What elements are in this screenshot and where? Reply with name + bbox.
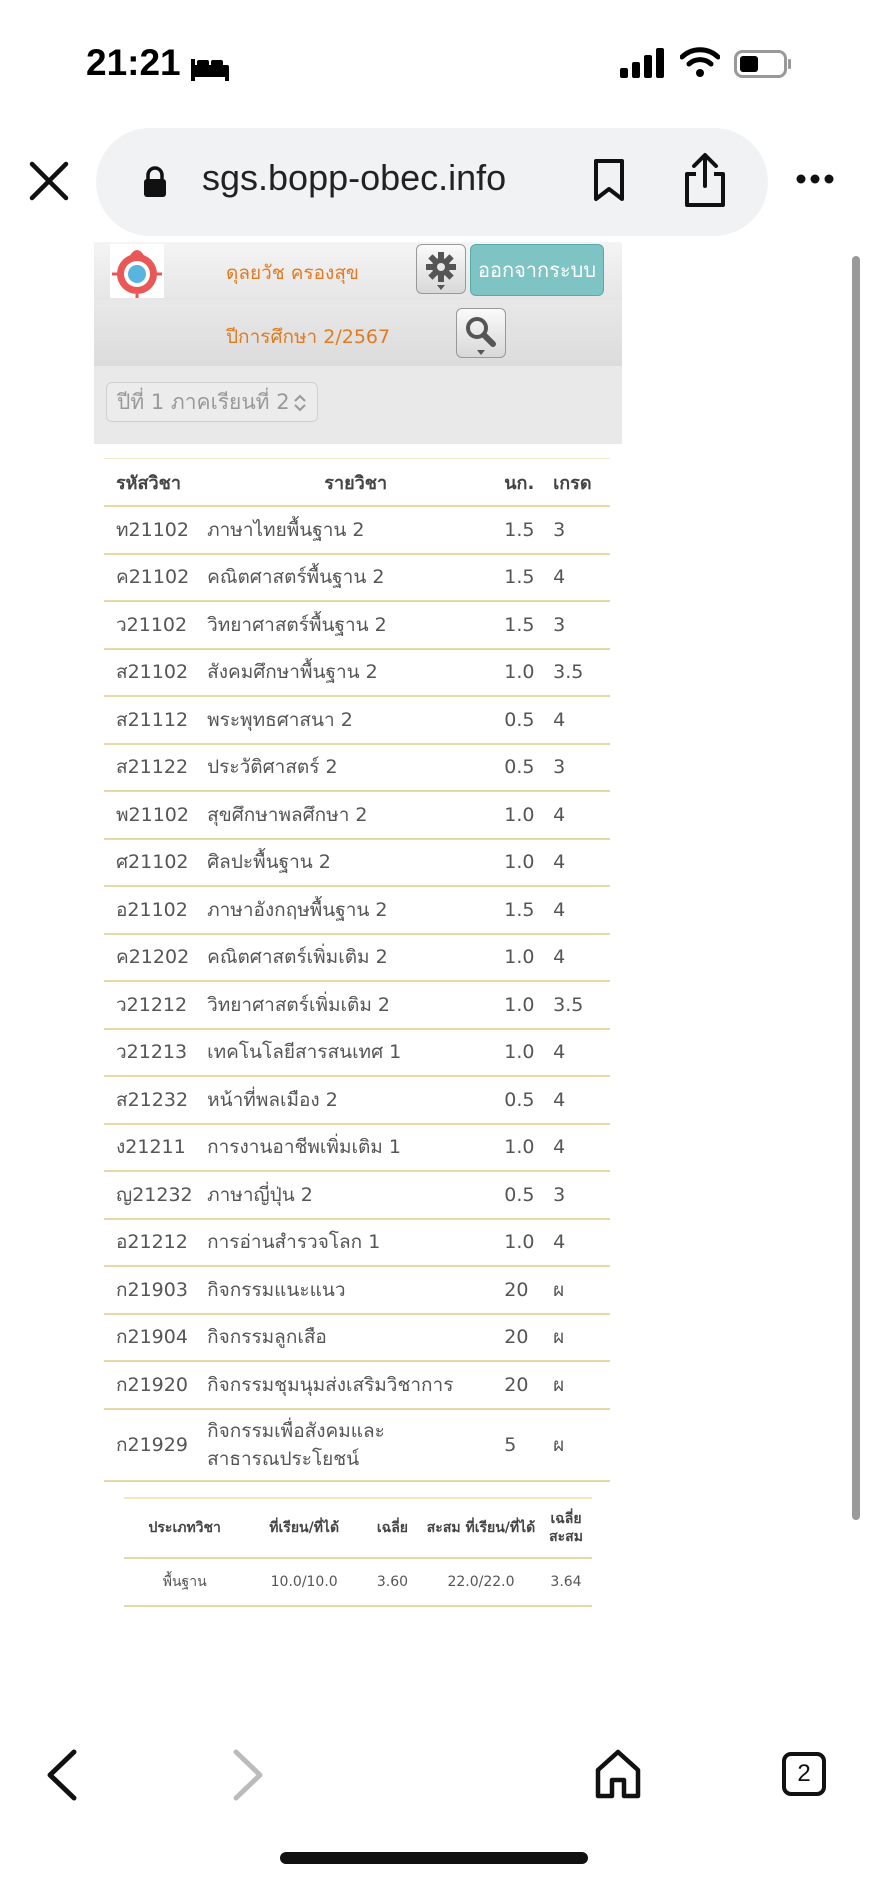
header-code: รหัสวิชา	[104, 459, 207, 507]
row-grade: 4	[553, 1029, 610, 1077]
row-name: การงานอาชีพเพิ่มเติม 1	[207, 1124, 504, 1172]
row-credit: 1.5	[504, 554, 553, 602]
row-name: ภาษาญี่ปุ่น 2	[207, 1171, 504, 1219]
table-row	[104, 1361, 610, 1409]
wifi-icon	[680, 46, 720, 78]
row-grade: 4	[553, 1219, 610, 1267]
row-credit: 1.5	[504, 886, 553, 934]
row-code: ว21102	[104, 601, 207, 649]
back-icon[interactable]	[44, 1748, 80, 1802]
summary-header-cumulative-average: เฉลี่ยสะสม	[540, 1498, 592, 1558]
row-code: ส21232	[104, 1076, 207, 1124]
row-credit: 1.0	[504, 934, 553, 982]
bookmark-icon[interactable]	[592, 158, 626, 202]
row-credit: 1.0	[504, 791, 553, 839]
row-name: กิจกรรมชุมนุมส่งเสริมวิชาการ	[207, 1361, 504, 1409]
home-icon[interactable]	[594, 1748, 642, 1800]
url-text[interactable]: sgs.bopp-obec.info	[202, 157, 507, 198]
table-row	[104, 1219, 610, 1267]
summary-cumulative-average: 3.64	[540, 1558, 592, 1606]
academic-year: ปีการศึกษา 2/2567	[226, 326, 391, 348]
summary-header-cumulative: สะสม ที่เรียน/ที่ได้	[422, 1498, 540, 1558]
logout-button[interactable]: ออกจากระบบ	[470, 244, 604, 296]
summary-type: พื้นฐาน	[124, 1558, 245, 1606]
summary-header-studied: ที่เรียน/ที่ได้	[245, 1498, 362, 1558]
row-grade: 3	[553, 601, 610, 649]
row-grade: 3	[553, 506, 610, 554]
row-grade: 4	[553, 696, 610, 744]
table-row	[104, 1076, 610, 1124]
row-grade: ผ	[553, 1314, 610, 1362]
row-credit: 1.0	[504, 1029, 553, 1077]
summary-cumulative: 22.0/22.0	[422, 1558, 540, 1606]
row-code: ค21102	[104, 554, 207, 602]
row-credit: 0.5	[504, 744, 553, 792]
gear-icon	[417, 245, 465, 293]
table-row	[104, 1124, 610, 1172]
row-code: พ21102	[104, 791, 207, 839]
row-grade: 3.5	[553, 649, 610, 697]
table-row	[104, 1171, 610, 1219]
row-grade: 4	[553, 934, 610, 982]
row-credit: 1.5	[504, 601, 553, 649]
row-name: พระพุทธศาสนา 2	[207, 696, 504, 744]
summary-header-average: เฉลี่ย	[363, 1498, 422, 1558]
scrollbar[interactable]	[852, 256, 860, 1520]
row-name: สุขศึกษาพลศึกษา 2	[207, 791, 504, 839]
row-name: การอ่านสำรวจโลก 1	[207, 1219, 504, 1267]
page-header	[94, 242, 622, 444]
row-code: อ21102	[104, 886, 207, 934]
table-row	[104, 791, 610, 839]
user-name: ดุลยวัช ครองสุข	[226, 262, 359, 284]
row-name: กิจกรรมลูกเสือ	[207, 1314, 504, 1362]
row-grade: 4	[553, 886, 610, 934]
grades-table-header	[104, 459, 610, 507]
battery-icon	[734, 50, 792, 78]
row-code: ว21212	[104, 981, 207, 1029]
summary-table-header	[124, 1498, 592, 1558]
semester-select[interactable]	[106, 382, 318, 422]
row-credit: 0.5	[504, 1076, 553, 1124]
row-code: ส21112	[104, 696, 207, 744]
row-grade: 3	[553, 744, 610, 792]
row-credit: 1.0	[504, 981, 553, 1029]
school-logo-icon	[110, 244, 164, 298]
cellular-signal-icon	[620, 48, 664, 78]
more-options-icon[interactable]	[795, 172, 835, 186]
row-credit: 0.5	[504, 1171, 553, 1219]
user-bar	[94, 242, 622, 300]
table-row	[104, 554, 610, 602]
grades-table	[104, 458, 610, 1482]
search-icon	[457, 309, 505, 357]
row-grade: 3.5	[553, 981, 610, 1029]
table-row	[104, 506, 610, 554]
row-grade: ผ	[553, 1266, 610, 1314]
row-grade: 4	[553, 1076, 610, 1124]
row-grade: 4	[553, 839, 610, 887]
summary-table	[124, 1497, 592, 1607]
row-code: ก21920	[104, 1361, 207, 1409]
row-credit: 1.0	[504, 839, 553, 887]
table-row	[104, 1314, 610, 1362]
row-name: กิจกรรมแนะแนว	[207, 1266, 504, 1314]
table-row	[104, 601, 610, 649]
row-grade: 4	[553, 791, 610, 839]
lock-icon	[142, 166, 168, 198]
row-code: ท21102	[104, 506, 207, 554]
row-credit: 1.0	[504, 1124, 553, 1172]
table-row	[104, 981, 610, 1029]
row-name: วิทยาศาสตร์เพิ่มเติม 2	[207, 981, 504, 1029]
header-name: รายวิชา	[207, 459, 504, 507]
row-grade: 4	[553, 1124, 610, 1172]
row-credit: 20	[504, 1361, 553, 1409]
row-name: กิจกรรมเพื่อสังคมและสาธารณประโยชน์	[207, 1409, 504, 1481]
summary-header-type: ประเภทวิชา	[124, 1498, 245, 1558]
table-row	[104, 649, 610, 697]
filter-bar	[94, 366, 622, 444]
row-code: ก21929	[104, 1409, 207, 1481]
semester-select-value: ปีที่ 1 ภาคเรียนที่ 2	[117, 389, 290, 414]
row-credit: 1.0	[504, 649, 553, 697]
row-credit: 0.5	[504, 696, 553, 744]
row-credit: 20	[504, 1266, 553, 1314]
row-credit: 1.5	[504, 506, 553, 554]
header-grade: เกรด	[553, 459, 610, 507]
row-name: ภาษาอังกฤษพื้นฐาน 2	[207, 886, 504, 934]
row-name: คณิตศาสตร์เพิ่มเติม 2	[207, 934, 504, 982]
forward-icon[interactable]	[230, 1748, 266, 1802]
summary-average: 3.60	[363, 1558, 422, 1606]
row-name: คณิตศาสตร์พื้นฐาน 2	[207, 554, 504, 602]
row-code: ส21122	[104, 744, 207, 792]
row-code: ก21904	[104, 1314, 207, 1362]
select-chevron-icon	[293, 393, 307, 413]
row-name: หน้าที่พลเมือง 2	[207, 1076, 504, 1124]
row-credit: 5	[504, 1409, 553, 1481]
summary-row	[124, 1558, 592, 1606]
table-row	[104, 934, 610, 982]
close-icon[interactable]	[28, 160, 70, 202]
home-indicator	[280, 1852, 588, 1864]
summary-studied: 10.0/10.0	[245, 1558, 362, 1606]
row-name: เทคโนโลยีสารสนเทศ 1	[207, 1029, 504, 1077]
row-grade: 3	[553, 1171, 610, 1219]
status-bar	[0, 0, 869, 120]
search-button[interactable]	[456, 308, 506, 358]
table-row	[104, 839, 610, 887]
table-row	[104, 1409, 610, 1481]
tabs-button[interactable]: 2	[782, 1752, 826, 1796]
row-name: ศิลปะพื้นฐาน 2	[207, 839, 504, 887]
share-icon[interactable]	[682, 152, 728, 208]
table-row	[104, 1029, 610, 1077]
table-row	[104, 744, 610, 792]
row-code: ง21211	[104, 1124, 207, 1172]
sleep-focus-icon	[189, 50, 231, 76]
table-row	[104, 886, 610, 934]
row-grade: ผ	[553, 1361, 610, 1409]
settings-button[interactable]	[416, 244, 466, 294]
year-bar	[94, 300, 622, 366]
row-name: สังคมศึกษาพื้นฐาน 2	[207, 649, 504, 697]
row-code: ค21202	[104, 934, 207, 982]
row-code: ญ21232	[104, 1171, 207, 1219]
table-row	[104, 696, 610, 744]
row-code: ส21102	[104, 649, 207, 697]
row-code: อ21212	[104, 1219, 207, 1267]
table-row	[104, 1266, 610, 1314]
row-code: ว21213	[104, 1029, 207, 1077]
row-name: วิทยาศาสตร์พื้นฐาน 2	[207, 601, 504, 649]
row-grade: ผ	[553, 1409, 610, 1481]
status-time: 21:21	[86, 42, 181, 83]
header-credit: นก.	[504, 459, 553, 507]
status-time-group	[86, 42, 231, 84]
row-name: ประวัติศาสตร์ 2	[207, 744, 504, 792]
row-credit: 1.0	[504, 1219, 553, 1267]
row-grade: 4	[553, 554, 610, 602]
row-code: ก21903	[104, 1266, 207, 1314]
row-code: ศ21102	[104, 839, 207, 887]
row-name: ภาษาไทยพื้นฐาน 2	[207, 506, 504, 554]
row-credit: 20	[504, 1314, 553, 1362]
